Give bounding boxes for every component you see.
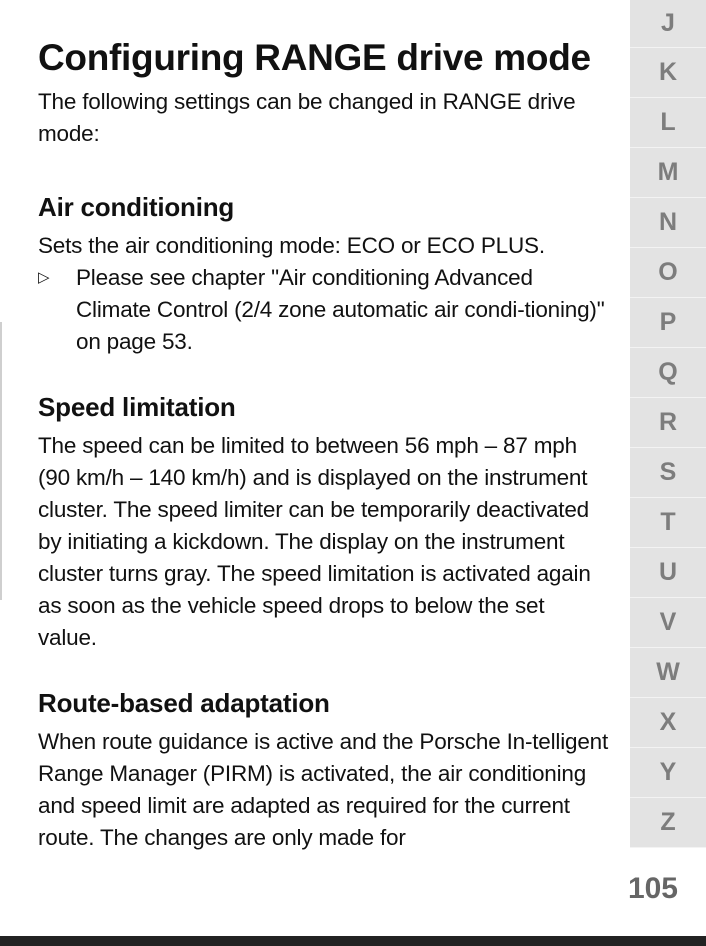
index-tab[interactable]: O [630, 248, 706, 298]
section-air-conditioning [38, 190, 608, 358]
left-margin-mark [0, 322, 2, 600]
index-tab[interactable]: W [630, 648, 706, 698]
section-heading-speed-limitation: Speed limitation [38, 392, 236, 422]
section-heading-air-conditioning: Air conditioning [38, 192, 235, 222]
main-content [38, 34, 608, 854]
alphabet-index-tabs [630, 0, 706, 848]
index-tab[interactable]: U [630, 548, 706, 598]
page-number: 105 [627, 872, 678, 905]
index-tab[interactable]: L [630, 98, 706, 148]
index-tab[interactable]: Y [630, 748, 706, 798]
section-heading-route-based-adaptation: Route-based adaptation [38, 688, 330, 718]
index-tab[interactable]: R [630, 398, 706, 448]
index-tab[interactable]: M [630, 148, 706, 198]
index-tab[interactable]: J [630, 0, 706, 48]
index-tab[interactable]: P [630, 298, 706, 348]
cross-reference-bullet [38, 262, 608, 358]
index-tab[interactable]: K [630, 48, 706, 98]
intro-text: The following settings can be changed in RANGE drive mode: [38, 89, 576, 146]
triangle-right-outline-icon: ▷ [38, 269, 50, 286]
section-body-speed-limitation: The speed can be limited to between 56 mph – 87 mph (90 km/h – 140 km/h) and is displayed on the instrument cluster. The speed limiter can be temporarily deactivated by initiating a kickdown. The display on the instrument cluster turns gray. The speed limitation is activated again as soon as the vehicle speed drops to below the set value. [38, 433, 591, 650]
index-tab[interactable]: Q [630, 348, 706, 398]
section-route-based-adaptation [38, 686, 608, 854]
section-speed-limitation [38, 390, 608, 654]
page-title: Configuring RANGE drive mode [38, 37, 591, 78]
bottom-edge-bar [0, 936, 706, 946]
index-tab[interactable]: N [630, 198, 706, 248]
index-tab[interactable]: S [630, 448, 706, 498]
index-tab[interactable]: V [630, 598, 706, 648]
index-tab[interactable]: X [630, 698, 706, 748]
section-body-route-based-adaptation: When route guidance is active and the Porsche In-telligent Range Manager (PIRM) is activated, the air conditioning and speed limit are adapted as required for the current route. The changes are only made for [38, 729, 608, 850]
cross-reference-text: Please see chapter "Air conditioning Advanced Climate Control (2/4 zone automatic air condi-tioning)" on page 53. [76, 265, 605, 354]
index-tab[interactable]: Z [630, 798, 706, 848]
section-body-air-conditioning: Sets the air conditioning mode: ECO or ECO PLUS. [38, 233, 545, 258]
index-tab[interactable]: T [630, 498, 706, 548]
